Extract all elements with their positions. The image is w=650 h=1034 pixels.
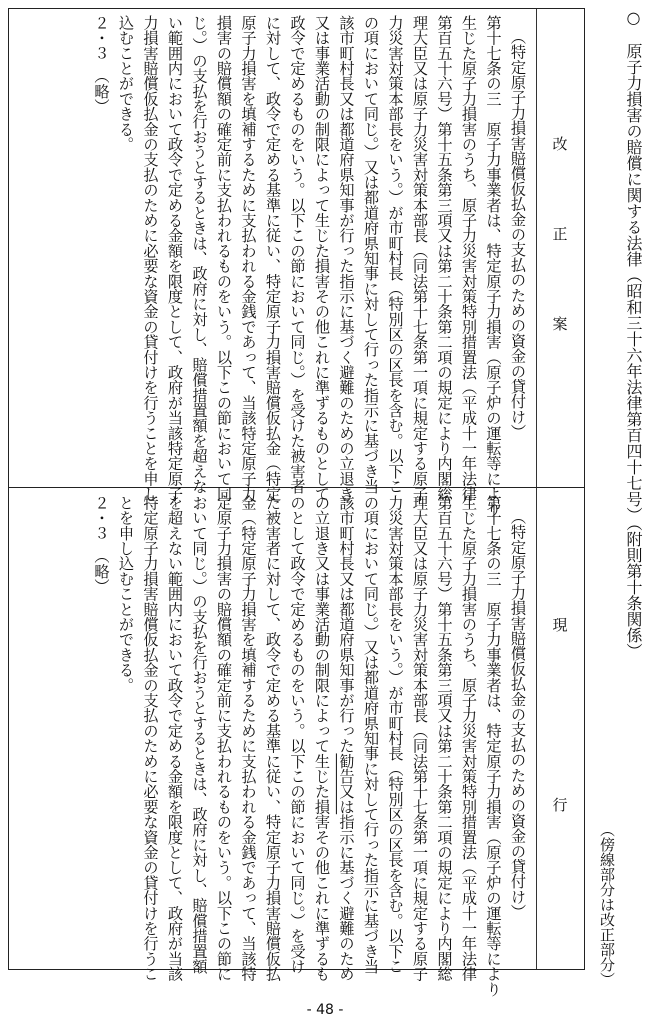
revised-line: 政令で定めるものをいう。以下この節において同じ。）を受けた被害者: [288, 15, 307, 494]
revised-section: [88, 15, 529, 517]
revised-line: 該市町村長又は都道府県知事が行った指示に基づく避難のための立退き: [337, 15, 356, 502]
current-line: とを申し込むことができる。: [117, 495, 135, 693]
current-omitted: ２・３ （略）: [92, 495, 111, 594]
underlined-change: 勧告又は: [337, 753, 356, 815]
current-heading: 現 行: [550, 616, 569, 842]
current-line: おいて同じ。）の支払を行おうとするときは、政府に対し、賠償措置額: [190, 495, 209, 974]
current-line: 特定原子力損害賠償仮払金の支払のために必要な資金の貸付けを行うこ: [141, 495, 160, 982]
current-line: の立退き又は事業活動の制限によって生じた損害その他これに準ずるも: [313, 495, 331, 982]
revised-line: い範囲内において政令で定める金額を限度として、政府が当該特定原子: [166, 15, 184, 502]
revised-heading: 改 正 案: [550, 135, 569, 361]
revised-caption: （特定原子力損害賠償仮払金の支払のための資金の貸付け）: [509, 29, 527, 440]
underline-note: （傍線部分は改正部分）: [598, 822, 616, 987]
revised-line: 力損害賠償仮払金の支払のために必要な資金の貸付けを行うことを申し: [141, 15, 160, 502]
revised-line: 理大臣又は原子力災害対策本部長（同法第十七条第一項に規定する原子: [411, 15, 429, 502]
revised-line: 第十七条の三 原子力事業者は、特定原子力損害（原子炉の運転等により: [484, 15, 503, 517]
current-section: [88, 495, 529, 997]
comparison-table: [8, 8, 585, 997]
page-number: - 48 -: [306, 1002, 344, 1018]
current-caption: （特定原子力損害賠償仮払金の支払のための資金の貸付け）: [509, 509, 527, 920]
revised-line: 力災害対策本部長をいう。）が市町村長（特別区の区長を含む。以下こ: [386, 15, 405, 494]
revised-omitted: ２・３ （略）: [92, 15, 111, 114]
current-line: 理大臣又は原子力災害対策本部長（同法第十七条第一項に規定する原子: [411, 495, 429, 982]
revised-line: 原子力損害を填補するために支払われる金銭であって、当該特定原子力: [239, 15, 258, 502]
current-line: 金（特定原子力損害を填補するために支払われる金銭であって、当該特: [239, 495, 258, 982]
current-line: を超えない範囲内において政令で定める金額を限度として、政府が当該: [166, 495, 184, 982]
current-line: 第十七条の三 原子力事業者は、特定原子力損害（原子炉の運転等により: [484, 495, 503, 997]
current-line: の項において同じ。）又は都道府県知事に対して行った指示に基づき当: [362, 495, 380, 974]
revised-line: 損害の賠償額の確定前に支払われるものをいう。以下この節において同: [215, 15, 233, 502]
current-line: のとして政令で定めるものをいう。以下この節において同じ。）を受け: [288, 495, 307, 974]
current-line: 定原子力損害の賠償額の確定前に支払われるものをいう。以下この節に: [215, 495, 233, 982]
current-line: 該市町村長又は都道府県知事が行った勧告又は指示に基づく避難のため: [337, 495, 356, 982]
revised-line: の項において同じ。）又は都道府県知事に対して行った指示に基づき当: [362, 15, 380, 494]
current-line: 力災害対策本部長をいう。）が市町村長（特別区の区長を含む。以下こ: [386, 495, 405, 974]
current-line: 生じた原子力損害のうち、原子力災害対策特別措置法（平成十一年法律: [460, 495, 478, 982]
revised-line: 第百五十六号）第十五条第三項又は第二十条第二項の規定により内閣総: [435, 15, 454, 502]
revised-line: 込むことができる。: [117, 15, 135, 152]
current-line: 第百五十六号）第十五条第三項又は第二十条第二項の規定により内閣総: [435, 495, 454, 982]
revised-line: 生じた原子力損害のうち、原子力災害対策特別措置法（平成十一年法律: [460, 15, 478, 502]
document-title: ○ 原子力損害の賠償に関する法律（昭和三十六年法律第百四十七号）（附則第十条関係）: [624, 8, 643, 659]
revised-line: じ。）の支払を行おうとするときは、政府に対し、賠償措置額を超えな: [190, 15, 209, 494]
current-line: た被害者に対して、政令で定める基準に従い、特定原子力損害賠償仮払: [264, 495, 282, 982]
revised-line: 又は事業活動の制限によって生じた損害その他これに準ずるものとして: [313, 15, 331, 502]
revised-line: に対して、政令で定める基準に従い、特定原子力損害賠償仮払金（特定: [264, 15, 282, 502]
